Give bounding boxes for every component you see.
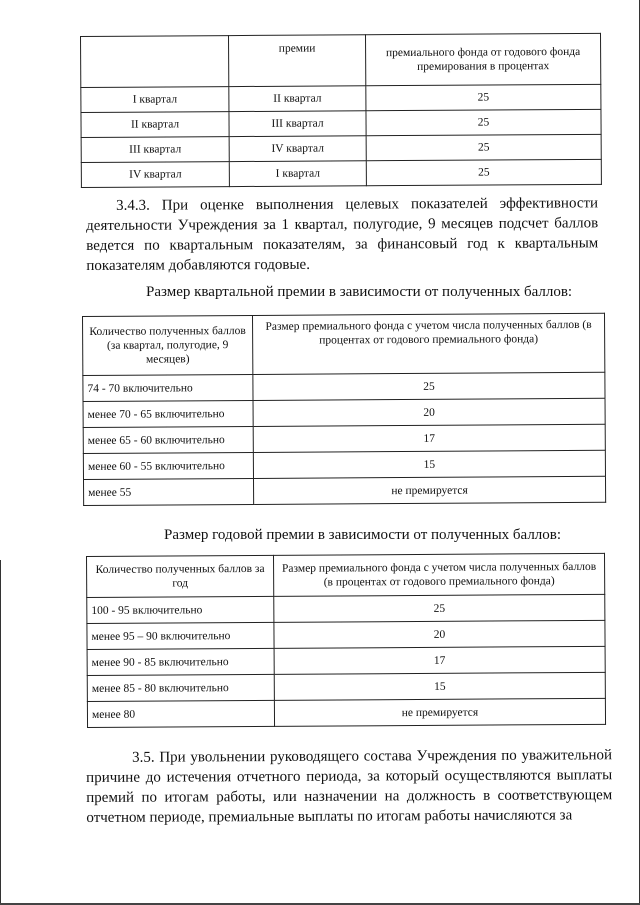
table-cell: 15 [253, 450, 605, 478]
table-row [83, 476, 605, 505]
table-cell: 74 - 70 включительно [83, 374, 253, 401]
table-header-cell: Размер премиального фонда с учетом числа полученных баллов (в процентах от годового премиального фонда) [273, 553, 604, 596]
table-cell: 100 - 95 включительно [87, 596, 274, 623]
table-row [87, 672, 605, 701]
table-header-cell: Количество полученных баллов (за квартал, полугодие, 9 месяцев) [83, 315, 253, 375]
table-header-cell: Количество полученных баллов за год [87, 555, 274, 597]
table-cell: II квартал [229, 86, 366, 112]
table-row [81, 134, 601, 162]
table-header-cell: премии [229, 35, 366, 87]
table-cell: 25 [366, 109, 601, 135]
table-cell: III квартал [229, 111, 366, 137]
table-cell: IV квартал [81, 162, 229, 188]
table-cell: I квартал [229, 161, 366, 187]
table-header-row [81, 33, 601, 87]
paragraph-3-5: 3.5. При увольнении руководящего состава Учреждения по уважительной причине до истечения отчетного периода, за который осуществляются выплаты премий по итогам работы, или назначении на должность в соответствующем отчетном периоде, премиальные выплаты по итогам работы начисляются за [86, 747, 613, 826]
table-cell: 25 [274, 594, 605, 622]
table-cell: не премируется [253, 476, 605, 504]
quarterly-bonus-table [82, 313, 606, 506]
table-cell: III квартал [81, 137, 229, 163]
table-row [83, 372, 605, 401]
table-cell: менее 70 - 65 включительно [83, 400, 253, 427]
table-row [87, 620, 605, 649]
table-cell: 20 [274, 620, 605, 648]
table-cell: менее 80 [87, 700, 274, 727]
table-header-cell [81, 36, 229, 88]
table-header-cell: премиального фонда от годового фонда премирования в процентах [365, 33, 600, 85]
table-cell: менее 90 - 85 включительно [87, 648, 274, 675]
page-edge [0, 560, 1, 905]
table-cell: IV квартал [229, 136, 366, 162]
table-row [81, 109, 601, 137]
table-cell: 17 [253, 424, 605, 452]
table-row [83, 424, 605, 453]
table-row [83, 398, 605, 427]
quarterly-bonus-caption: Размер квартальной премии в зависимости от полученных баллов: [146, 284, 573, 300]
table-cell: II квартал [81, 112, 229, 138]
table-cell: 25 [253, 372, 605, 400]
annual-bonus-caption: Размер годовой премии в зависимости от полученных баллов: [164, 527, 562, 543]
table-row [87, 594, 605, 623]
table-header-row [87, 553, 605, 597]
table-cell: менее 60 - 55 включительно [83, 452, 253, 479]
table-cell: 17 [274, 646, 605, 674]
table-cell: не премируется [274, 698, 605, 726]
table-row [87, 698, 605, 727]
table-cell: 25 [366, 159, 601, 185]
table-cell: 15 [274, 672, 605, 700]
paragraph-3-4-3: 3.4.3. При оценке выполнения целевых показателей эффективности деятельности Учреждения за 1 квартал, полугодие, 9 месяцев подсчет баллов ведется по квартальным показателям, за финансовый год к квартальным показателям добавляются годовые. [86, 195, 599, 274]
table-cell: менее 85 - 80 включительно [87, 674, 274, 701]
table-cell: менее 65 - 60 включительно [83, 426, 253, 453]
annual-bonus-table [86, 553, 606, 728]
quarter-schedule-table [80, 33, 602, 188]
table-cell: менее 55 [83, 478, 253, 505]
table-row [87, 646, 605, 675]
table-row [81, 84, 601, 112]
table-cell: 20 [253, 398, 605, 426]
table-header-cell: Размер премиального фонда с учетом числа полученных баллов (в процентах от годового премиального фонда) [252, 313, 604, 374]
table-header-row [83, 313, 605, 375]
table-row [83, 450, 605, 479]
table-row [81, 159, 601, 187]
table-cell: 25 [366, 84, 601, 110]
table-cell: менее 95 – 90 включительно [87, 622, 274, 649]
table-cell: 25 [366, 134, 601, 160]
table-cell: I квартал [81, 87, 229, 113]
